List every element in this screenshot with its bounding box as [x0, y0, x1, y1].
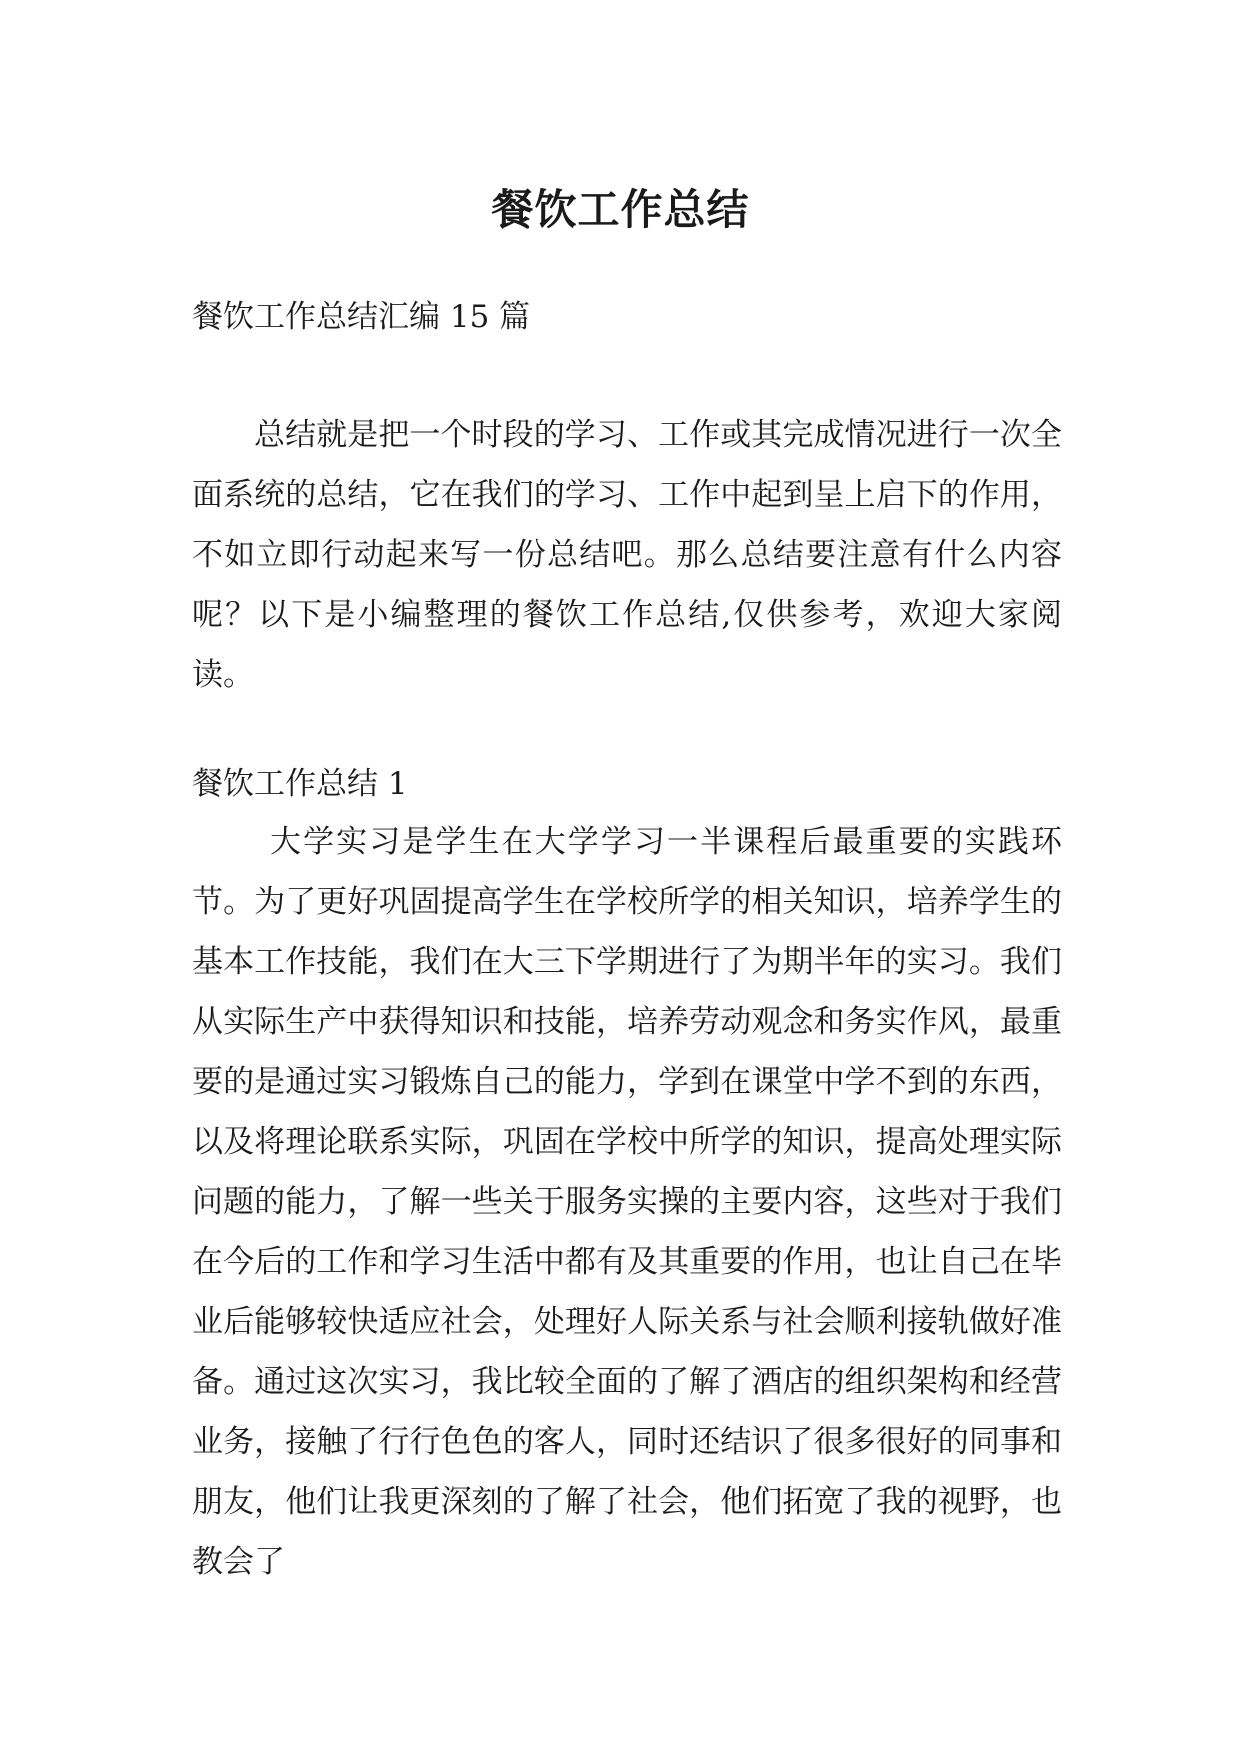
document-title: 餐饮工作总结: [491, 185, 750, 235]
section-body-paragraph: 大学实习是学生在大学学习一半课程后最重要的实践环节。为了更好巩固提高学生在学校所学的相关知识，培养学生的基本工作技能，我们在大三下学期进行了为期半年的实习。我们从实际生产中获得知识和技能，培养劳动观念和务实作风，最重要的是通过实习锻炼自己的能力，学到在课堂中学不到的东西，以及将理论联系实际，巩固在学校中所学的知识，提高处理实际问题的能力，了解一些关于服务实操的主要内容，这些对于我们在今后的工作和学习生活中都有及其重要的作用，也让自己在毕业后能够较快适应社会，处理好人际关系与社会顺利接轨做好准备。通过这次实习，我比较全面的了解了酒店的组织架构和经营业务，接触了行行色色的客人，同时还结识了很多很好的同事和朋友，他们让我更深刻的了解了社会，他们拓宽了我的视野，也教会了: [192, 824, 1062, 1580]
document-subtitle: 餐饮工作总结汇编 15 篇: [192, 299, 531, 335]
intro-paragraph: 总结就是把一个时段的学习、工作或其完成情况进行一次全面系统的总结，它在我们的学习、工作中起到呈上启下的作用，不如立即行动起来写一份总结吧。那么总结要注意有什么内容呢？以下是小编整理的餐饮工作总结,仅供参考，欢迎大家阅读。: [192, 417, 1062, 693]
section-heading: 餐饮工作总结 1: [192, 766, 408, 802]
